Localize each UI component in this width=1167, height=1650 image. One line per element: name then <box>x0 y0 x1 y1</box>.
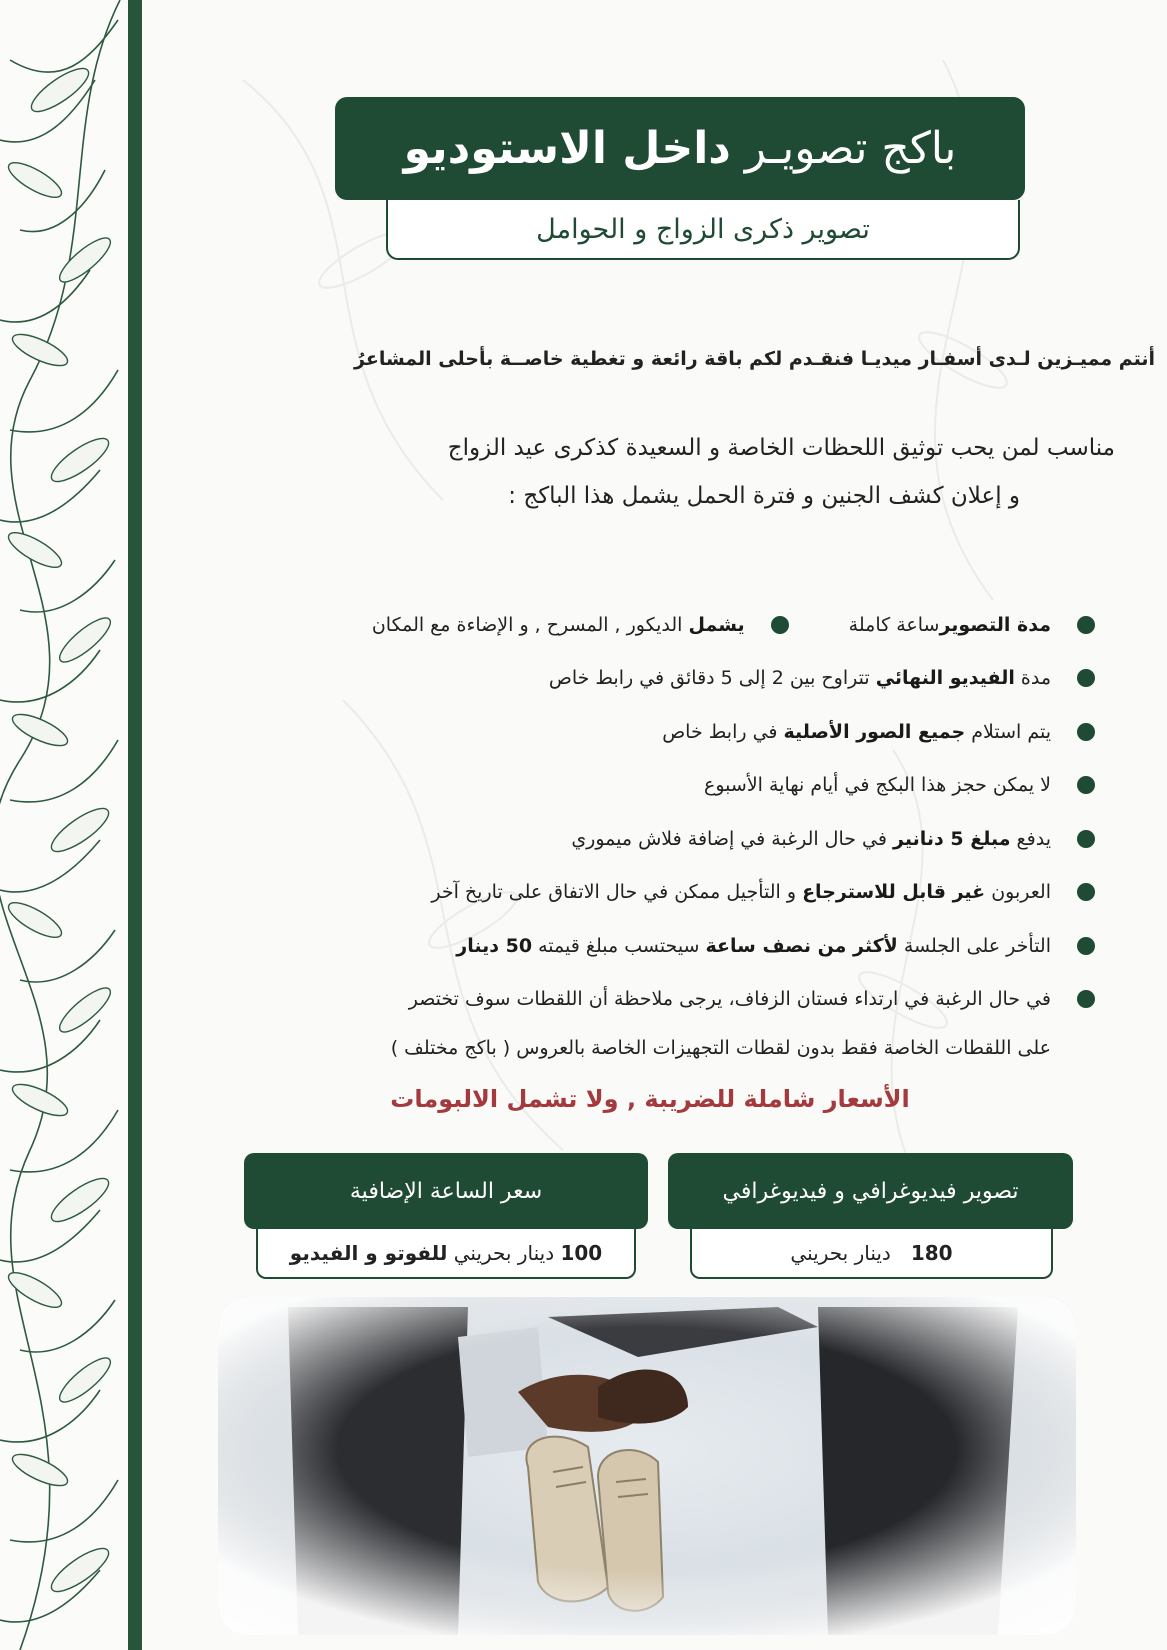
bullet-bold: مبلغ 5 دنانير <box>893 827 1011 850</box>
bullet-icon <box>1077 669 1095 687</box>
bullet-icon <box>771 616 789 634</box>
extra-hour-price <box>256 1229 636 1279</box>
bullet-icon <box>1077 883 1095 901</box>
bullet-bold: مدة التصوير <box>939 613 1051 636</box>
bullet-text: تتراوح بين 2 إلى 5 دقائق في رابط خاص <box>548 667 870 690</box>
list-item <box>220 973 1095 1027</box>
bullet-text: في حال الرغبة في إضافة فلاش ميموري <box>571 827 887 850</box>
title-light-text: باكج تصويـر <box>744 123 957 174</box>
main-package-price <box>690 1229 1053 1279</box>
bullet-icon <box>1077 723 1095 741</box>
bullet-text: العربون <box>991 881 1051 904</box>
description-line-1: مناسب لمن يحب توثيق اللحظات الخاصة و السعيدة كذكرى عيد الزواج <box>447 435 1115 461</box>
description-paragraph <box>240 424 1115 520</box>
leaf-decoration-strip <box>0 0 143 1650</box>
list-item <box>220 759 1095 813</box>
list-item <box>220 705 1095 759</box>
bullet-bold: يشمل <box>688 613 745 636</box>
page-title <box>335 97 1025 200</box>
list-item <box>220 598 1095 652</box>
intro-text: أنتم مميـزين لـدى أسفـار ميديـا فنقـدم لكم باقة رائعة و تغطية خاصــة بأحلى المشاعرُ <box>354 348 1155 370</box>
page-subtitle: تصوير ذكرى الزواج و الحوامل <box>386 200 1020 260</box>
bullet-text: التأخر على الجلسة <box>903 934 1051 957</box>
list-item <box>220 652 1095 706</box>
bullet-text: مدة <box>1020 667 1051 690</box>
price-currency: دينار بحريني <box>790 1241 891 1265</box>
extra-hour-label: سعر الساعة الإضافية <box>244 1153 648 1229</box>
bullet-text: في حال الرغبة في ارتداء فستان الزفاف، يرجى ملاحظة أن اللقطات سوف تختصر <box>408 988 1051 1011</box>
bullet-text: لا يمكن حجز هذا البكج في أيام نهاية الأسبوع <box>704 774 1051 797</box>
price-currency: دينار بحريني <box>453 1241 555 1265</box>
leaf-pattern-icon <box>0 0 143 1650</box>
bullet-bold: غير قابل للاسترجاع <box>802 881 986 904</box>
list-item-continuation: على اللقطات الخاصة فقط بدون لقطات التجهيزات الخاصة بالعروس ( باكج مختلف ) <box>390 1037 1051 1059</box>
price-amount: 100 <box>560 1241 603 1265</box>
bullet-bold: جميع الصور الأصلية <box>783 720 966 743</box>
list-item <box>220 866 1095 920</box>
bullet-text: و التأجيل ممكن في حال الاتفاق على تاريخ آخر <box>431 881 797 904</box>
bullet-text: يدفع <box>1016 827 1051 850</box>
bullet-icon <box>1077 616 1095 634</box>
price-amount: 180 <box>910 1241 953 1265</box>
green-vertical-rule <box>128 0 142 1650</box>
bullet-text: ساعة كاملة <box>848 613 940 636</box>
bullet-icon <box>1077 776 1095 794</box>
bullet-bold: الفيديو النهائي <box>875 667 1015 690</box>
bullet-text: الديكور , المسرح , و الإضاءة مع المكان <box>371 613 683 636</box>
bullet-icon <box>1077 990 1095 1008</box>
list-item <box>220 919 1095 973</box>
main-package-label: تصوير فيديوغرافي و فيديوغرافي <box>668 1153 1073 1229</box>
couple-baby-shoes-photo <box>218 1297 1076 1635</box>
price-note: للفوتو و الفيديو <box>289 1241 448 1265</box>
bullet-bold: 50 دينار <box>456 934 533 957</box>
description-line-2: و إعلان كشف الجنين و فترة الحمل يشمل هذا الباكج : <box>508 483 1020 509</box>
photo-illustration-icon <box>218 1297 1076 1635</box>
bullet-text: يتم استلام <box>971 720 1051 743</box>
tax-note: الأسعار شاملة للضريبة , ولا تشمل الالبومات <box>390 1085 910 1113</box>
bullet-icon <box>1077 830 1095 848</box>
bullet-text: سيحتسب مبلغ قيمته <box>538 934 700 957</box>
bullet-icon <box>1077 937 1095 955</box>
features-list <box>220 598 1095 1070</box>
bullet-text: في رابط خاص <box>662 720 778 743</box>
bullet-bold: لأكثر من نصف ساعة <box>705 934 898 957</box>
title-bold-text: داخل الاستوديو <box>403 123 731 174</box>
list-item <box>220 812 1095 866</box>
